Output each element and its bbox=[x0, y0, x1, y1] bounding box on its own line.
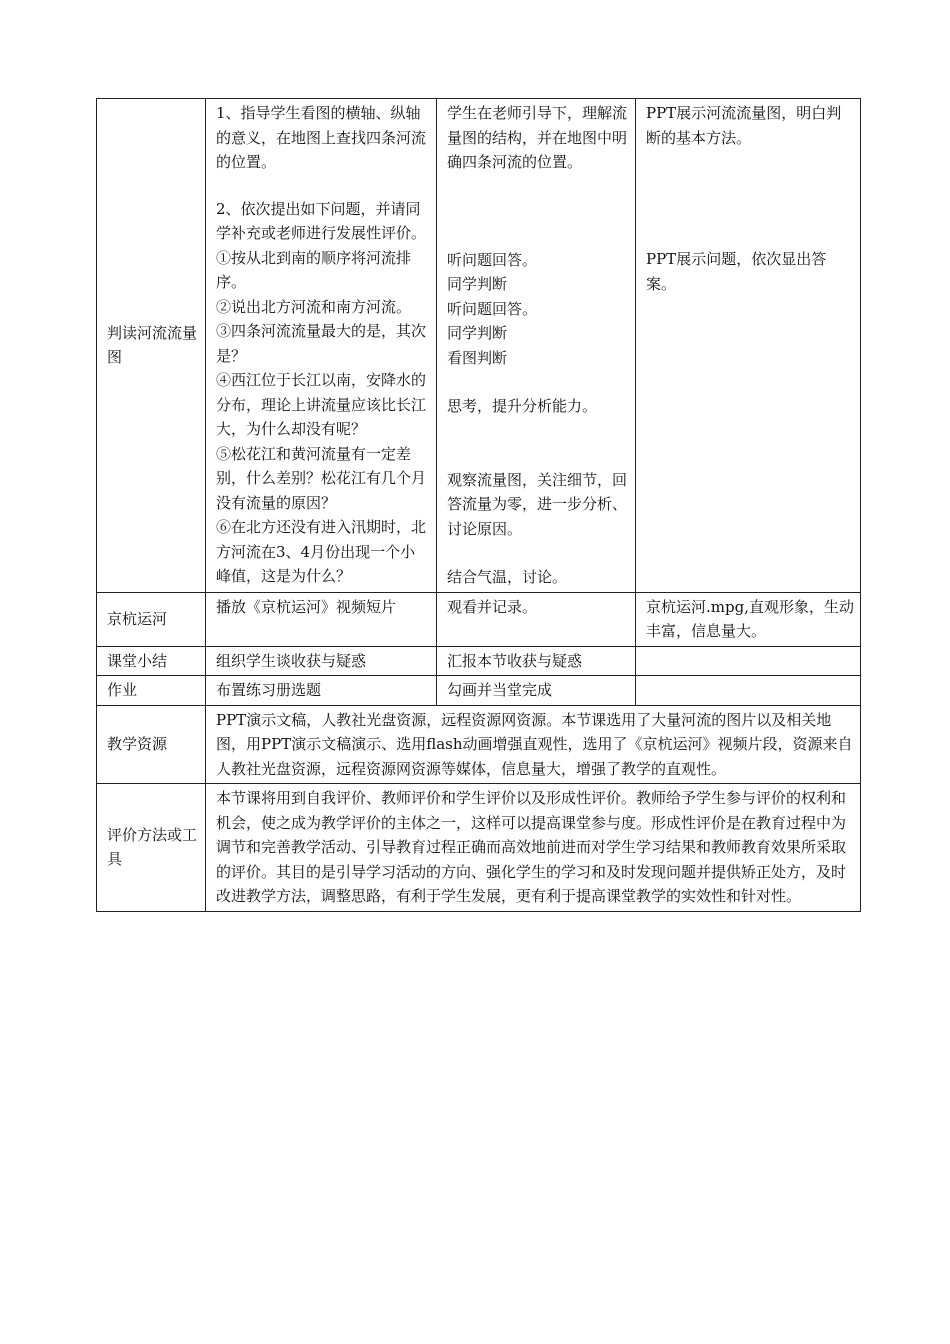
student-activity-cell: 汇报本节收获与疑惑 bbox=[437, 646, 636, 676]
teacher-activity-cell: 播放《京杭运河》视频短片 bbox=[206, 592, 437, 646]
media-resource-cell: 京杭运河.mpg,直观形象，生动丰富，信息量大。 bbox=[636, 592, 861, 646]
question-6: ⑥在北方还没有进入汛期时，北方河流在3、4月份出现一个小峰值，这是为什么？ bbox=[216, 518, 427, 585]
teacher-activity-cell: 布置练习册选题 bbox=[206, 676, 437, 706]
student-activity-cell bbox=[437, 99, 636, 593]
student-answer-1: 听问题回答。 bbox=[447, 250, 538, 269]
media-resource-cell bbox=[636, 99, 861, 593]
row-title: 判读河流流量图 bbox=[97, 99, 206, 593]
student-answer-3: 听问题回答。 bbox=[447, 299, 538, 318]
row-title: 教学资源 bbox=[97, 705, 206, 784]
row-title: 作业 bbox=[97, 676, 206, 706]
student-activity-cell: 观看并记录。 bbox=[437, 592, 636, 646]
resource-2: PPT展示问题，依次显出答案。 bbox=[646, 250, 827, 293]
table-row-summary bbox=[97, 646, 861, 676]
teacher-step-1: 1、指导学生看图的横轴、纵轴的意义，在地图上查找四条河流的位置。 bbox=[216, 104, 427, 171]
table-row-grand-canal bbox=[97, 592, 861, 646]
row-title: 京杭运河 bbox=[97, 592, 206, 646]
row-title: 课堂小结 bbox=[97, 646, 206, 676]
student-answer-2: 同学判断 bbox=[447, 275, 508, 293]
student-answer-4: 同学判断 bbox=[447, 324, 508, 342]
question-5: ⑤松花江和黄河流量有一定差别，什么差别？松花江有几个月没有流量的原因？ bbox=[216, 444, 427, 512]
teacher-step-2: 2、依次提出如下问题，并请同学补充或老师进行发展性评价。 bbox=[216, 199, 427, 242]
student-answer-5: 看图判断 bbox=[447, 348, 508, 367]
teacher-activity-cell: 组织学生谈收获与疑惑 bbox=[206, 646, 437, 676]
resources-description: PPT演示文稿，人教社光盘资源，远程资源网资源。本节课选用了大量河流的图片以及相关地图，用PPT演示文稿演示、选用flash动画增强直观性，选用了《京杭运河》视频片段，资源来自人教社光盘资源，远程资源网资源等媒体，信息量大，增强了教学的直观性。 bbox=[206, 705, 861, 784]
resource-1: PPT展示河流流量图，明白判断的基本方法。 bbox=[646, 104, 842, 147]
question-4: ④西江位于长江以南，安降水的分布，理论上讲流量应该比长江大，为什么却没有呢？ bbox=[216, 371, 427, 438]
table-row-teaching-resources bbox=[97, 705, 861, 784]
table-row-evaluation bbox=[97, 784, 861, 912]
lesson-plan-table bbox=[96, 98, 861, 912]
table-row-homework bbox=[97, 676, 861, 706]
student-answer-8: 结合气温，讨论。 bbox=[447, 568, 568, 586]
table-row-river-flow bbox=[97, 99, 861, 593]
question-3: ③四条河流流量最大的是，其次是？ bbox=[216, 322, 427, 365]
teacher-activity-cell bbox=[206, 99, 437, 593]
student-activity-cell: 勾画并当堂完成 bbox=[437, 676, 636, 706]
question-2: ②说出北方河流和南方河流。 bbox=[216, 297, 412, 316]
student-answer-7: 观察流量图，关注细节，回答流量为零，进一步分析、讨论原因。 bbox=[447, 470, 628, 538]
question-1: ①按从北到南的顺序将河流排序。 bbox=[216, 248, 412, 291]
student-step-1: 学生在老师引导下，理解流量图的结构，并在地图中明确四条河流的位置。 bbox=[447, 104, 628, 171]
evaluation-description: 本节课将用到自我评价、教师评价和学生评价以及形成性评价。教师给予学生参与评价的权利和机会，使之成为教学评价的主体之一，这样可以提高课堂参与度。形成性评价是在教育过程中为调节和完善教学活动、引导教育过程正确而高效地前进而对学生学习结果和教师教育效果所采取的评价。其目的是引导学习活动的方向、强化学生的学习和及时发现问题并提供矫正处方，及时改进教学方法，调整思路，有利于学生发展，更有利于提高课堂教学的实效性和针对性。 bbox=[206, 784, 861, 912]
media-resource-cell bbox=[636, 676, 861, 706]
student-answer-6: 思考，提升分析能力。 bbox=[447, 397, 598, 415]
media-resource-cell bbox=[636, 646, 861, 676]
row-title: 评价方法或工具 bbox=[97, 784, 206, 912]
